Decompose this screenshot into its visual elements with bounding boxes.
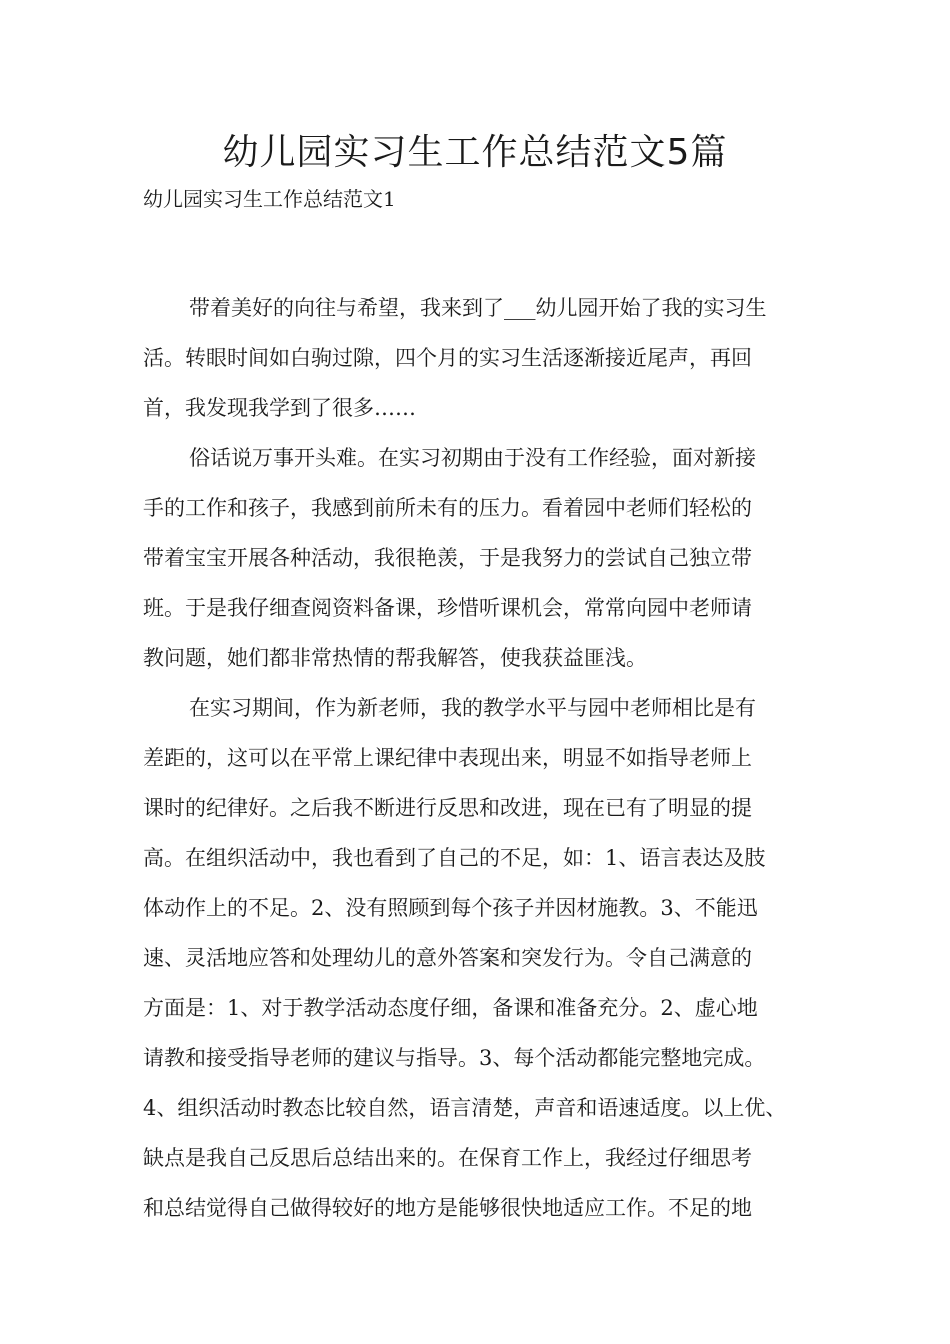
section-subheading: 幼儿园实习生工作总结范文1 [143,187,396,211]
text-line: 和总结觉得自己做得较好的地方是能够很快地适应工作。不足的地 [143,1196,752,1220]
text-line: 速、灵活地应答和处理幼儿的意外答案和突发行为。令自己满意的 [143,946,752,970]
body-text [143,283,823,1233]
text-line: 首，我发现我学到了很多…… [143,396,416,420]
text-line: 体动作上的不足。2、没有照顾到每个孩子并因材施教。3、不能迅 [143,896,758,920]
text-line: 教问题，她们都非常热情的帮我解答，使我获益匪浅。 [143,646,647,670]
text-line: 请教和接受指导老师的建议与指导。3、每个活动都能完整地完成。 [143,1046,766,1070]
text-line: 4、组织活动时教态比较自然，语言清楚，声音和语速适度。以上优、 [143,1096,787,1120]
text-line: 带着宝宝开展各种活动，我很艳羡，于是我努力的尝试自己独立带 [143,546,752,570]
text-line: 方面是：1、对于教学活动态度仔细，备课和准备充分。2、虚心地 [143,996,758,1020]
text-line: 在实习期间，作为新老师，我的教学水平与园中老师相比是有 [189,696,756,720]
text-line: 缺点是我自己反思后总结出来的。在保育工作上，我经过仔细思考 [143,1146,752,1170]
text-line: 差距的，这可以在平常上课纪律中表现出来，明显不如指导老师上 [143,746,752,770]
text-line: 带着美好的向往与希望，我来到了___幼儿园开始了我的实习生 [189,296,767,320]
text-line: 课时的纪律好。之后我不断进行反思和改进，现在已有了明显的提 [143,796,752,820]
text-line: 高。在组织活动中，我也看到了自己的不足，如：1、语言表达及肢 [143,846,766,870]
text-line: 活。转眼时间如白驹过隙，四个月的实习生活逐渐接近尾声，再回 [143,346,752,370]
document-title: 幼儿园实习生工作总结范文5篇 [222,132,728,173]
text-line: 俗话说万事开头难。在实习初期由于没有工作经验，面对新接 [189,446,756,470]
text-line: 班。于是我仔细查阅资料备课，珍惜听课机会，常常向园中老师请 [143,596,752,620]
text-line: 手的工作和孩子，我感到前所未有的压力。看着园中老师们轻松的 [143,496,752,520]
